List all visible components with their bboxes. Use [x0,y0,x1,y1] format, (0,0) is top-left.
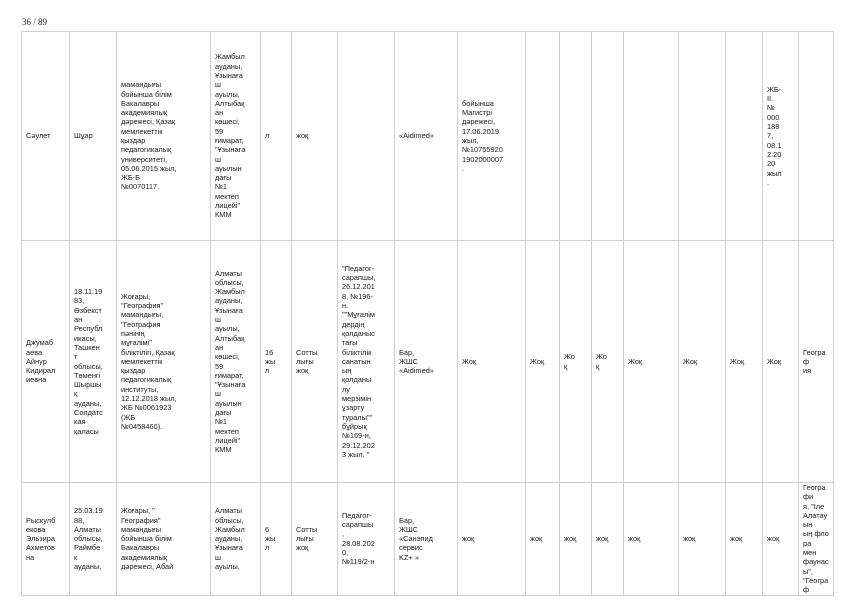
col14-cell: жоқ [679,483,726,596]
col11-cell: Жо қ [560,241,592,483]
diploma-cell: жоқ [763,483,799,596]
col15-cell: Жоқ [726,241,763,483]
experience-cell: 16 жы л [261,241,292,483]
col12-cell: жоқ [592,483,624,596]
col10-cell: жоқ [526,483,560,596]
full-name-cell: Сәулет [22,32,70,241]
criminal-record-cell: Сотты лығы жоқ [292,483,338,596]
criminal-record-cell: жоқ [292,32,338,241]
table-row [22,32,834,241]
col11-cell [560,32,592,241]
subject-cell: Географи я, "Іле Алатауын ың флора мен фаунасы", "Географ [799,483,834,596]
col13-cell: жоқ [624,483,679,596]
workplace-cell: Алматы облысы, Жамбыл ауданы, Ұзынаға ш ауылы, [211,483,261,596]
table-row [22,241,834,483]
category-cell: Педагог- сарапшы , 28.08.202 0, №119/2-н [338,483,395,596]
diploma-cell: ЖБ- II. № 000 188 7, 08.1 2.20 20 жыл . [763,32,799,241]
col13-cell: Жоқ [624,241,679,483]
col12-cell: Жо қ [592,241,624,483]
education-cell: Жоғары, "География" мамандығы, "География пәнінің мұғалімі" біліктілігі, Қазақ мемлекеттік қыздар педагогикалық институты, 12.12.2018 жыл, ЖБ №0061923 (ЖБ №0458460). [117,241,211,483]
full-name-cell: Джумаб аева Айнур Кидирал иевна [22,241,70,483]
category-cell: "Педагог- сарапшы, 26.12.201 8, №196- н. ""Мұғалім дердің қолданыс тағы біліктілік санатын ың қолданы лу мерзімін ұзарту туралы"" бұйрық №169-н, 29.12.202 3 жыл. " [338,241,395,483]
medical-cell: «Aidimed» [395,32,458,241]
diploma-cell: Жоқ [763,241,799,483]
birth-cell: Шұар [70,32,117,241]
col11-cell: жоқ [560,483,592,596]
page-number: 36 / 89 [22,17,48,27]
workplace-cell: Алматы облысы, Жамбыл ауданы, Ұзынаға ш ауылы, Алтыбақ ан көшесі, 59 ғимарат, "Ұзынаға ш ауылын дағы №1 мектеп лицейі" КММ [211,241,261,483]
degree-cell: жоқ [458,483,526,596]
medical-cell: Бар, ЖШС «Aidimed» [395,241,458,483]
degree-cell: бойынша Магистрі дәрежесі, 17.06.2019 жыл, №10755920 1902000007 . [458,32,526,241]
col13-cell [624,32,679,241]
subject-cell: Географ ия [799,241,834,483]
table-row [22,483,834,596]
degree-cell: Жоқ [458,241,526,483]
col10-cell: Жоқ [526,241,560,483]
category-cell [338,32,395,241]
col12-cell [592,32,624,241]
medical-cell: Бар, ЖШС «Санэпид сервис KZ+ » [395,483,458,596]
col14-cell [679,32,726,241]
full-name-cell: Рыскулб екова Эльзира Ахметов на [22,483,70,596]
col10-cell [526,32,560,241]
experience-cell: 6 жы л [261,483,292,596]
education-cell: мамандығы бойынша білім Бакалавры академиялық дәрежесі, Қазақ мемлекеттік қыздар педагогикалық университеті, 05.06.2015 жыл, ЖБ-Б №0070117. [117,32,211,241]
col15-cell: жоқ [726,483,763,596]
experience-cell: л [261,32,292,241]
criminal-record-cell: Сотты лығы жоқ [292,241,338,483]
staff-table [21,31,834,596]
workplace-cell: Жамбыл ауданы, Ұзынаға ш ауылы, Алтыбақ ан көшесі, 59 ғимарат, "Ұзынаға ш ауылын дағы №1 мектеп лицейі" КММ [211,32,261,241]
birth-cell: 18.11.19 83, Өзбекст ан Республ икасы, Ташкен т облысы, Төменгі Шыршы қ ауданы, Солдатс кая қаласы [70,241,117,483]
col14-cell: Жоқ [679,241,726,483]
subject-cell [799,32,834,241]
col15-cell [726,32,763,241]
education-cell: Жоғары, " География" мамандығы бойынша білім Бакалавры академиялық дәрежесі, Абай [117,483,211,596]
birth-cell: 25.03.19 88, Алматы облысы, Раймбе к ауданы, [70,483,117,596]
